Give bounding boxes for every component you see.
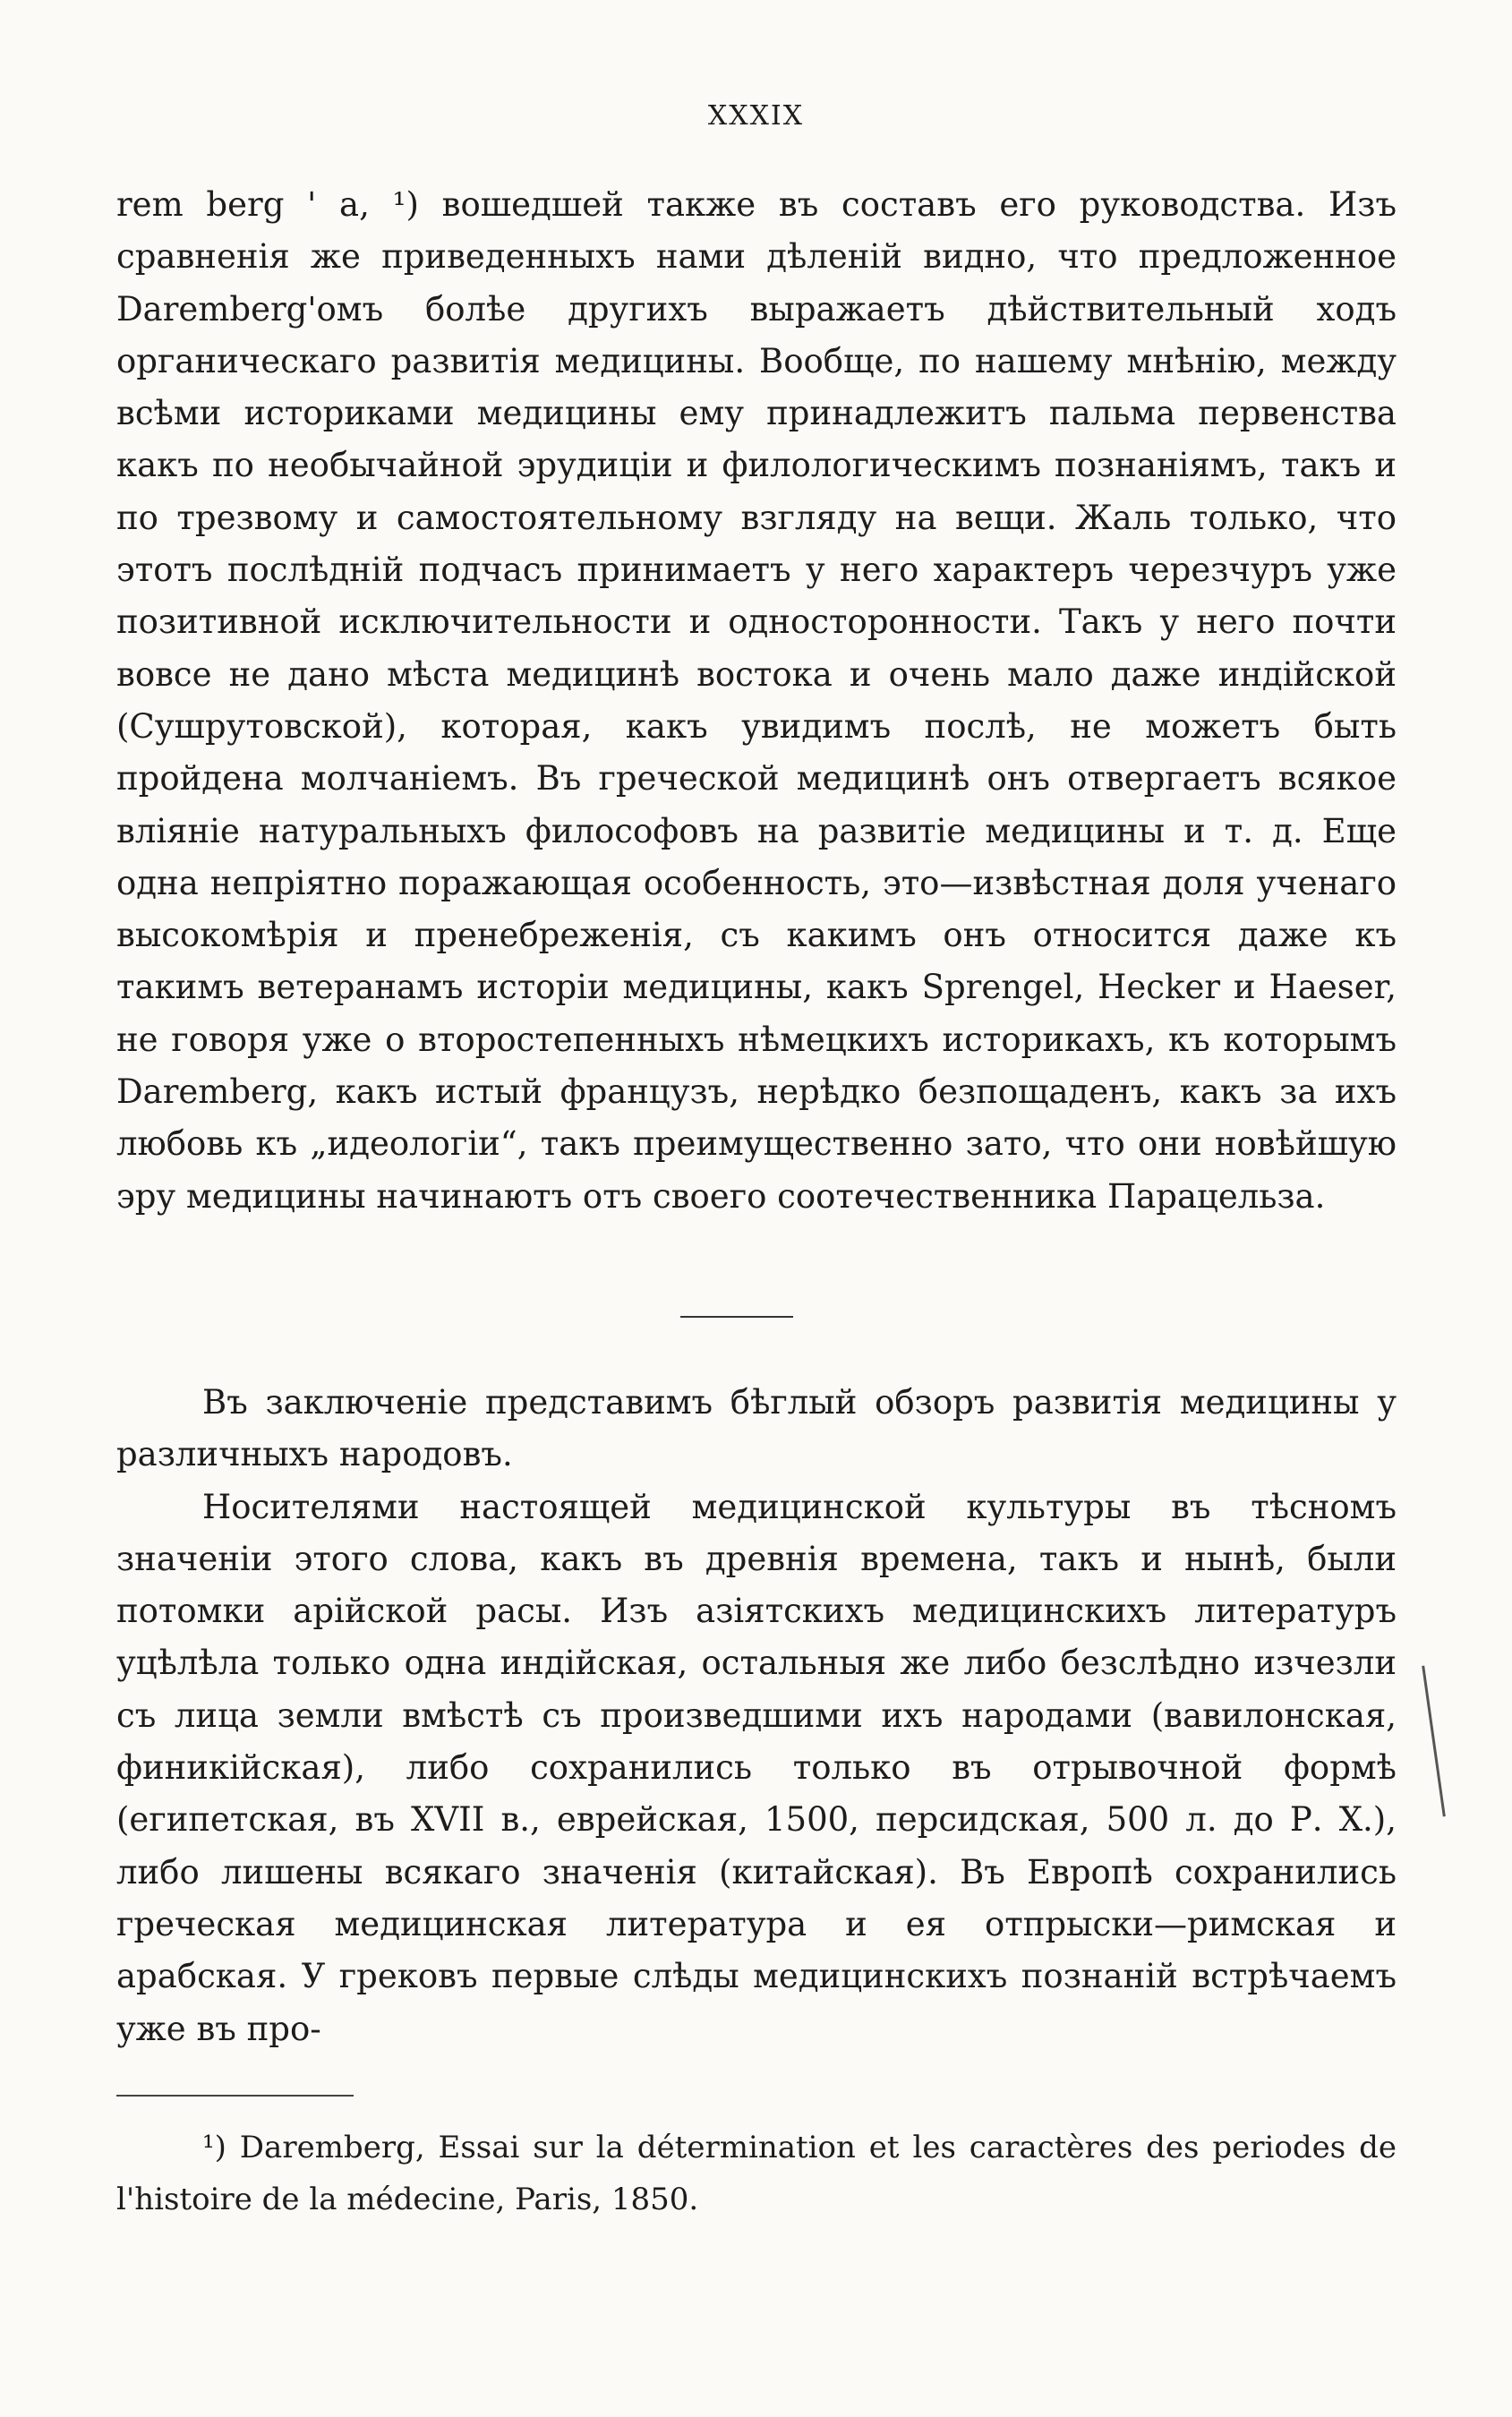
- paragraph: Носителями настоящей медицинской культуры въ тѣсномъ значеніи этого слова, какъ въ древнія времена, такъ и нынѣ, были потомки арійской расы. Изъ азіятскихъ медицинскихъ литературъ уцѣлѣла только одна индійская, остальныя же либо безслѣдно изчезли съ лица земли вмѣстѣ съ произведшими ихъ народами (вавилонская, финикійская), либо сохранились только въ отрывочной формѣ (египетская, въ XVII в., еврейская, 1500, персидская, 500 л. до Р. Х.), либо лишены всякаго значенія (китайская). Въ Европѣ сохранились греческая медицинская литература и ея отпрыски—римская и арабская. У грековъ первые слѣды медицинскихъ познаній встрѣчаемъ уже въ про-: [116, 1487, 1397, 2048]
- footnote-text: ¹) Daremberg, Essai sur la détermination et les caractères des periodes de l'histoire de la médecine, Paris, 1850.: [116, 2130, 1397, 2217]
- section-divider: [680, 1316, 793, 1318]
- footnote: [116, 2122, 1397, 2225]
- footnote-rule: [116, 2095, 354, 2097]
- paragraph: rem berg ' a, ¹) вошедшей также въ составъ его руководства. Изъ сравненія же приведенныхъ нами дѣленій видно, что предложенное Daremberg'омъ болѣе другихъ выражаетъ дѣйствительный ходъ органическаго развитія медицины. Вообще, по нашему мнѣнію, между всѣми историками медицины ему принадлежитъ пальма первенства какъ по необычайной эрудиціи и филологическимъ познаніямъ, такъ и по трезвому и самостоятельному взгляду на вещи. Жаль только, что этотъ послѣдній подчасъ принимаетъ у него характеръ черезчуръ уже позитивной исключительности и односторонности. Такъ у него почти вовсе не дано мѣста медицинѣ востока и очень мало даже индійской (Сушрутовской), которая, какъ увидимъ послѣ, не можетъ быть пройдена молчаніемъ. Въ греческой медицинѣ онъ отвергаетъ всякое вліяніе натуральныхъ философовъ на развитіе медицины и т. д. Еще одна непріятно поражающая особенность, это—извѣстная доля ученаго высокомѣрія и пренебреженія, съ какимъ онъ относится даже къ такимъ ветеранамъ исторіи медицины, какъ Sprengel, Hecker и Haeser, не говоря уже о второстепенныхъ нѣмецкихъ историкахъ, къ которымъ Daremberg, какъ истый французъ, нерѣдко безпощаденъ, какъ за ихъ любовь къ „идеологіи“, такъ преимущественно зато, что они новѣйшую эру медицины начинаютъ отъ своего соотечественника Парацельза.: [116, 185, 1397, 1216]
- paragraph: Въ заключеніе представимъ бѣглый обзоръ развитія медицины у различныхъ народовъ.: [116, 1383, 1397, 1474]
- margin-mark: [1422, 1666, 1446, 1817]
- body-text-top: [116, 179, 1397, 1223]
- page-number: XXXIX: [707, 100, 805, 132]
- body-text-bottom: [116, 1377, 1397, 2055]
